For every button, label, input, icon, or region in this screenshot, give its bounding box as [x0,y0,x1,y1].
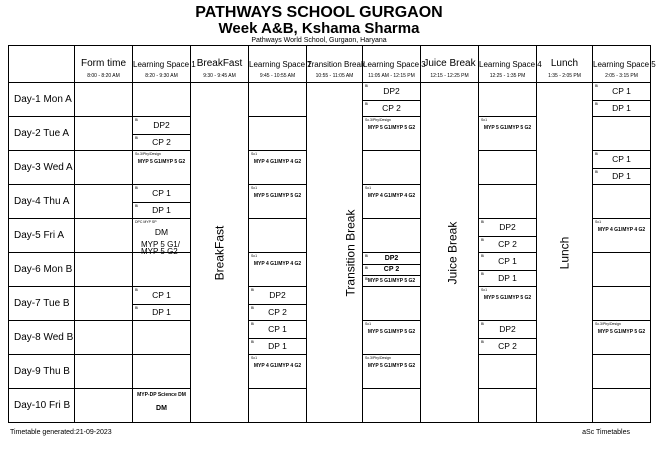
corner-cell [9,46,75,83]
cell [249,219,307,253]
lesson-cell[interactable]: Sc1 MYP 5 G1/MYP 5 G2 [249,185,307,219]
cell [75,151,133,185]
lesson-cell[interactable]: Bi DP2 Bi CP 2 Bi MYP 5 G1/MYP 5 G2 [363,253,421,287]
lesson-cell[interactable]: Sc1 MYP 5 G1/MYP 5 G2 [363,321,421,355]
cell [593,185,651,219]
day-label: Day-6 Mon B [9,253,75,287]
day-label: Day-4 Thu A [9,185,75,219]
lesson-cell[interactable]: Sc1 MYP 4 G1/MYP 4 G2 [249,151,307,185]
cell [363,287,421,321]
cell [133,83,191,117]
week-title: Week A&B, Kshama Sharma [218,20,420,37]
col-header-ls3: Learning Space 3 11:05 AM - 12:15 PM [363,46,421,83]
day-label: Day-2 Tue A [9,117,75,151]
cell [593,117,651,151]
lesson-cell[interactable]: Bi CP 1 Bi DP 1 [249,321,307,355]
lesson-cell[interactable]: Bi CP 1 Bi DP 1 [479,253,537,287]
col-header-lunch: Lunch 1:35 - 2:05 PM [537,46,593,83]
lesson-cell[interactable]: Bi CP 1 Bi DP 1 [133,287,191,321]
cell [249,117,307,151]
lesson-cell[interactable]: Bi DP2 Bi CP 2 [249,287,307,321]
lesson-cell[interactable]: DPC MYP SP DM MYP 5 G1/ MYP 5 G2 [133,219,191,253]
cell [75,83,133,117]
lesson-cell[interactable]: Bi DP2 Bi CP 2 [479,321,537,355]
cell [249,83,307,117]
lesson-cell[interactable]: MYP-DP Science DM DM [133,389,191,423]
col-header-breakfast: BreakFast 9:30 - 9:45 AM [191,46,249,83]
day-label: Day-5 Fri A [9,219,75,253]
lesson-cell[interactable]: Sc.3/Phy/Design MYP 5 G1/MYP 5 G2 [593,321,651,355]
lesson-cell[interactable]: Bi DP2 Bi CP 2 [133,117,191,151]
cell [363,219,421,253]
day-label: Day-7 Tue B [9,287,75,321]
lesson-cell[interactable]: Bi DP2 Bi CP 2 [363,83,421,117]
col-header-juice: Juice Break 12:15 - 12:25 PM [421,46,479,83]
timetable-grid [8,45,656,423]
cell [479,355,537,389]
lesson-cell[interactable]: Bi CP 1 Bi DP 1 [133,185,191,219]
cell [479,389,537,423]
cell [363,389,421,423]
cell [75,321,133,355]
cell [479,151,537,185]
transition-column: Transition Break [307,83,363,423]
cell [75,117,133,151]
lesson-cell[interactable]: Sc1 MYP 5 G1/MYP 5 G2 [479,117,537,151]
col-header-transition: Transition Break 10:55 - 11:05 AM [307,46,363,83]
lunch-column: Lunch [537,83,593,423]
cell [593,253,651,287]
cell [75,253,133,287]
breakfast-column: BreakFast [191,83,249,423]
lesson-cell[interactable]: Sc1 MYP 4 G1/MYP 4 G2 [249,253,307,287]
school-subtitle: Pathways World School, Gurgaon, Haryana [251,37,387,44]
day-label: Day-8 Wed B [9,321,75,355]
day-label: Day-1 Mon A [9,83,75,117]
lesson-cell[interactable]: Sc.3/Phy/Design MYP 5 G1/MYP 5 G2 [133,151,191,185]
day-label: Day-9 Thu B [9,355,75,389]
cell [363,151,421,185]
lesson-cell[interactable]: Sc.3/Phy/Design MYP 5 G1/MYP 5 G2 [363,117,421,151]
generated-date: Timetable generated:21-09-2023 [10,429,112,436]
lesson-cell[interactable]: Sc1 MYP 4 G1/MYP 4 G2 [363,185,421,219]
cell [75,287,133,321]
lesson-cell[interactable]: Sc1 MYP 5 G1/MYP 5 G2 [479,287,537,321]
juice-column: Juice Break [421,83,479,423]
cell [479,185,537,219]
lesson-cell[interactable]: Bi DP2 Bi CP 2 [479,219,537,253]
col-header-form-time: Form time 8:00 - 8:20 AM [75,46,133,83]
cell [479,83,537,117]
cell [249,389,307,423]
cell [593,389,651,423]
cell [593,355,651,389]
day-label: Day-10 Fri B [9,389,75,423]
lesson-cell[interactable]: Sc.3/Phy/Design MYP 5 G1/MYP 5 G2 [363,355,421,389]
lesson-cell[interactable]: Sc1 MYP 4 G1/MYP 4 G2 [593,219,651,253]
cell [133,321,191,355]
cell [133,253,191,287]
cell [75,355,133,389]
col-header-ls5: Learning Space 5 2:05 - 3:15 PM [593,46,651,83]
col-header-ls1: Learning Space 1 8:20 - 9:30 AM [133,46,191,83]
cell [75,389,133,423]
cell [75,219,133,253]
lesson-cell[interactable]: Sc1 MYP 4 G1/MYP 4 G2 [249,355,307,389]
cell [593,287,651,321]
brand-label: aSc Timetables [582,429,630,436]
lesson-cell[interactable]: Bi CP 1 Bi DP 1 [593,83,651,117]
cell [133,355,191,389]
day-label: Day-3 Wed A [9,151,75,185]
cell [75,185,133,219]
col-header-ls2: Learning Space 2 9:45 - 10:55 AM [249,46,307,83]
col-header-ls4: Learning Space 4 12:25 - 1:35 PM [479,46,537,83]
school-title: PATHWAYS SCHOOL GURGAON [195,4,443,21]
lesson-cell[interactable]: Bi CP 1 Bi DP 1 [593,151,651,185]
